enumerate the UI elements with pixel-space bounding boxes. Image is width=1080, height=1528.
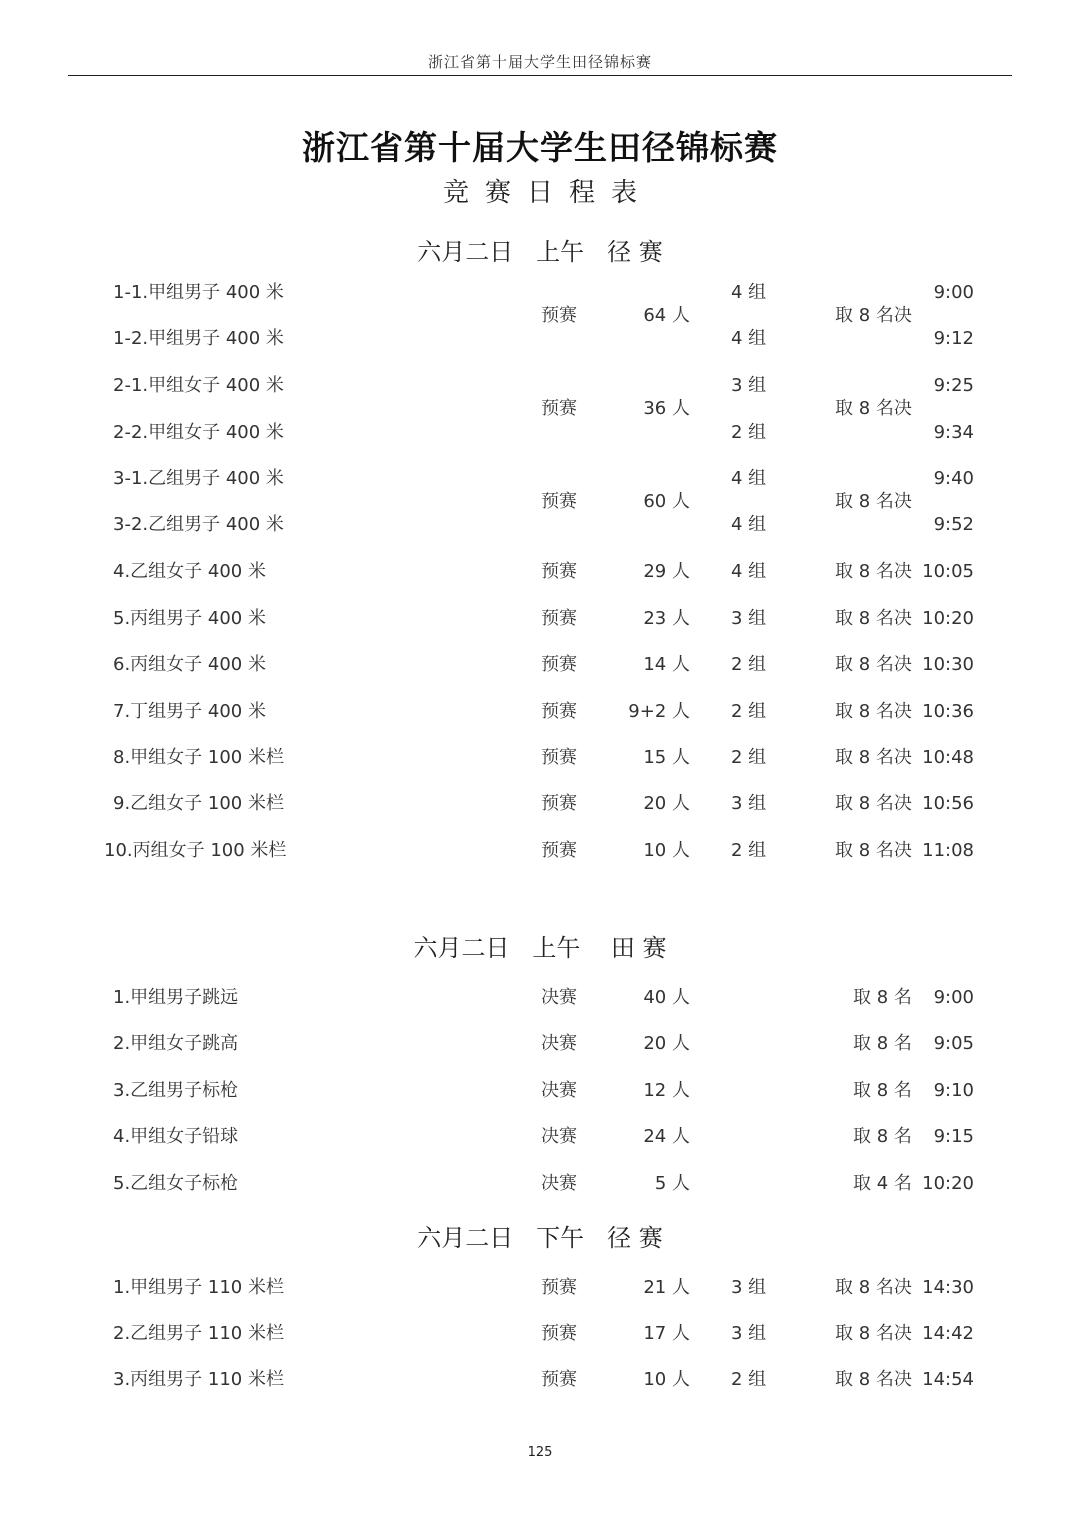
event-count: 20 人: [643, 1033, 690, 1054]
event-stage: 预赛: [541, 747, 577, 768]
event-time: 10:20: [922, 608, 974, 629]
event-advance: 取 8 名决: [835, 1369, 912, 1390]
event-count: 60 人: [643, 491, 690, 512]
event-count: 5 人: [654, 1173, 690, 1194]
event-time: 9:10: [933, 1080, 974, 1101]
event-count: 36 人: [643, 398, 690, 419]
event-name: 5.丙组男子 400 米: [113, 608, 266, 629]
event-count: 40 人: [643, 987, 690, 1008]
event-stage: 决赛: [541, 1173, 577, 1194]
event-advance: 取 8 名决: [835, 654, 912, 675]
event-name: 8.甲组女子 100 米栏: [113, 747, 284, 768]
event-groups: 2 组: [731, 654, 767, 675]
event-advance: 取 8 名决: [835, 747, 912, 768]
event-advance: 取 8 名决: [835, 1323, 912, 1344]
event-name: 2.甲组女子跳高: [113, 1033, 239, 1054]
event-stage: 预赛: [541, 793, 577, 814]
event-count: 29 人: [643, 561, 690, 582]
event-stage: 预赛: [541, 398, 577, 419]
event-stage: 决赛: [541, 1033, 577, 1054]
event-count: 21 人: [643, 1277, 690, 1298]
event-stage: 预赛: [541, 701, 577, 722]
event-name: 7.丁组男子 400 米: [113, 701, 266, 722]
event-name: 3-1.乙组男子 400 米: [113, 468, 284, 489]
event-count: 14 人: [643, 654, 690, 675]
event-count: 15 人: [643, 747, 690, 768]
event-advance: 取 8 名决: [835, 305, 912, 326]
event-advance: 取 8 名决: [835, 701, 912, 722]
document-subtitle: 竞赛日程表: [442, 178, 653, 208]
event-name: 2-1.甲组女子 400 米: [113, 375, 284, 396]
event-groups: 2 组: [731, 701, 767, 722]
event-name: 1.甲组男子跳远: [113, 987, 239, 1008]
section-title-track-am: 六月二日 上午 径 赛: [417, 238, 663, 266]
event-stage: 预赛: [541, 840, 577, 861]
event-stage: 预赛: [541, 491, 577, 512]
document-title: 浙江省第十届大学生田径锦标赛: [302, 128, 778, 167]
event-time: 10:05: [922, 561, 974, 582]
event-count: 64 人: [643, 305, 690, 326]
event-advance: 取 8 名决: [835, 491, 912, 512]
event-groups: 4 组: [731, 328, 767, 349]
event-groups: 2 组: [731, 422, 767, 443]
event-time: 10:36: [922, 701, 974, 722]
event-time: 10:48: [922, 747, 974, 768]
event-time: 10:56: [922, 793, 974, 814]
event-name: 9.乙组女子 100 米栏: [113, 793, 284, 814]
event-stage: 预赛: [541, 561, 577, 582]
event-stage: 预赛: [541, 1323, 577, 1344]
event-advance: 取 8 名: [853, 1080, 912, 1101]
event-name: 3.乙组男子标枪: [113, 1080, 239, 1101]
event-advance: 取 8 名: [853, 987, 912, 1008]
section-title-field-am: 六月二日 上午 田 赛: [413, 934, 667, 962]
event-advance: 取 8 名决: [835, 793, 912, 814]
event-stage: 预赛: [541, 305, 577, 326]
event-advance: 取 4 名: [853, 1173, 912, 1194]
event-name: 1-2.甲组男子 400 米: [113, 328, 284, 349]
event-count: 20 人: [643, 793, 690, 814]
event-time: 9:52: [933, 514, 974, 535]
event-groups: 4 组: [731, 561, 767, 582]
event-name: 3-2.乙组男子 400 米: [113, 514, 284, 535]
event-groups: 3 组: [731, 793, 767, 814]
event-stage: 预赛: [541, 608, 577, 629]
event-time: 9:12: [933, 328, 974, 349]
event-count: 24 人: [643, 1126, 690, 1147]
event-advance: 取 8 名决: [835, 608, 912, 629]
event-name: 10.丙组女子 100 米栏: [104, 840, 287, 861]
event-count: 23 人: [643, 608, 690, 629]
event-time: 14:42: [922, 1323, 974, 1344]
running-header: 浙江省第十届大学生田径锦标赛: [68, 52, 1012, 76]
event-groups: 2 组: [731, 840, 767, 861]
event-time: 9:05: [933, 1033, 974, 1054]
event-advance: 取 8 名决: [835, 840, 912, 861]
event-name: 5.乙组女子标枪: [113, 1173, 239, 1194]
event-stage: 预赛: [541, 1369, 577, 1390]
event-time: 9:00: [933, 282, 974, 303]
event-stage: 决赛: [541, 1080, 577, 1101]
event-name: 1-1.甲组男子 400 米: [113, 282, 284, 303]
event-name: 4.甲组女子铅球: [113, 1126, 239, 1147]
event-count: 17 人: [643, 1323, 690, 1344]
event-name: 4.乙组女子 400 米: [113, 561, 266, 582]
event-groups: 3 组: [731, 608, 767, 629]
page-number: 125: [527, 1445, 553, 1460]
event-time: 10:20: [922, 1173, 974, 1194]
event-name: 2.乙组男子 110 米栏: [113, 1323, 284, 1344]
event-time: 9:40: [933, 468, 974, 489]
event-groups: 2 组: [731, 1369, 767, 1390]
event-time: 9:00: [933, 987, 974, 1008]
section-title-track-pm: 六月二日 下午 径 赛: [417, 1224, 663, 1252]
event-time: 9:15: [933, 1126, 974, 1147]
event-advance: 取 8 名决: [835, 561, 912, 582]
event-time: 10:30: [922, 654, 974, 675]
event-name: 1.甲组男子 110 米栏: [113, 1277, 284, 1298]
event-count: 9+2 人: [628, 701, 690, 722]
event-groups: 4 组: [731, 282, 767, 303]
event-groups: 3 组: [731, 1277, 767, 1298]
event-advance: 取 8 名决: [835, 1277, 912, 1298]
event-advance: 取 8 名: [853, 1126, 912, 1147]
event-time: 11:08: [922, 840, 974, 861]
event-name: 2-2.甲组女子 400 米: [113, 422, 284, 443]
event-groups: 2 组: [731, 747, 767, 768]
event-time: 9:34: [933, 422, 974, 443]
event-time: 14:30: [922, 1277, 974, 1298]
event-count: 10 人: [643, 840, 690, 861]
event-advance: 取 8 名: [853, 1033, 912, 1054]
event-groups: 4 组: [731, 514, 767, 535]
event-time: 14:54: [922, 1369, 974, 1390]
event-count: 10 人: [643, 1369, 690, 1390]
event-advance: 取 8 名决: [835, 398, 912, 419]
event-time: 9:25: [933, 375, 974, 396]
event-stage: 预赛: [541, 654, 577, 675]
event-stage: 决赛: [541, 1126, 577, 1147]
event-groups: 3 组: [731, 1323, 767, 1344]
event-count: 12 人: [643, 1080, 690, 1101]
event-stage: 预赛: [541, 1277, 577, 1298]
event-groups: 3 组: [731, 375, 767, 396]
event-stage: 决赛: [541, 987, 577, 1008]
event-name: 6.丙组女子 400 米: [113, 654, 266, 675]
event-name: 3.丙组男子 110 米栏: [113, 1369, 284, 1390]
event-groups: 4 组: [731, 468, 767, 489]
